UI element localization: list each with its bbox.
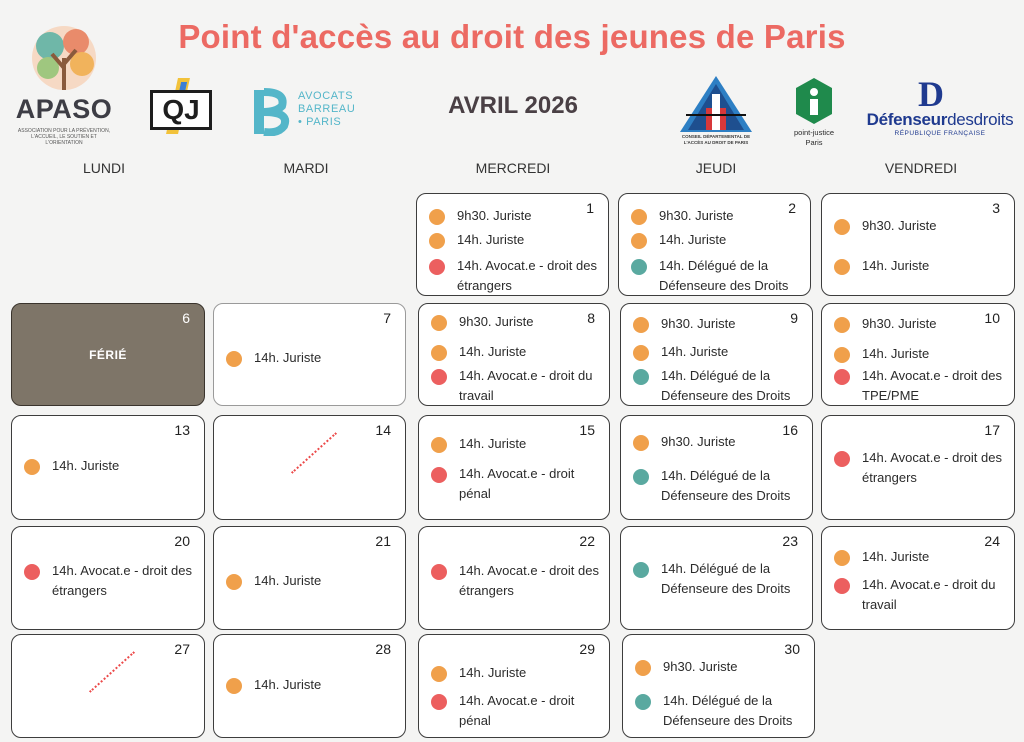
event-label: 14h. Juriste — [459, 344, 527, 359]
event-label: 14h. Juriste — [661, 344, 729, 359]
apaso-name: APASO — [15, 94, 113, 124]
day-number: 2 — [788, 200, 796, 216]
day-cell-10 — [821, 303, 1015, 406]
day-header-mercredi: MERCREDI — [475, 160, 551, 176]
event-label: 14h. Juriste — [457, 232, 525, 247]
day-number: 13 — [174, 422, 190, 438]
ddd-name-a: Défenseur — [866, 110, 948, 129]
day-header-vendredi: VENDREDI — [884, 160, 958, 176]
cdad-caption: CONSEIL DÉPARTEMENTAL DE L'ACCÈS AU DROIT DE PARIS — [681, 134, 751, 145]
cdad-triangle-icon — [676, 74, 756, 134]
event-label: 14h. Délégué de la Défenseure des Droits — [661, 561, 791, 596]
event-label: 14h. Juriste — [659, 232, 727, 247]
day-cell-27 — [11, 634, 205, 738]
event-dot-icon — [431, 345, 447, 361]
day-cell-22 — [418, 526, 610, 630]
event-label: 9h30. Juriste — [457, 208, 532, 223]
day-number: 10 — [984, 310, 1000, 326]
event-label: 9h30. Juriste — [661, 434, 736, 449]
day-number: 16 — [782, 422, 798, 438]
event-label: 14h. Juriste — [862, 346, 930, 361]
event-item — [834, 314, 1009, 334]
month-label: AVRIL 2026 — [448, 92, 578, 119]
day-number: 17 — [984, 422, 1000, 438]
event-dot-icon — [635, 660, 651, 676]
day-number: 30 — [784, 641, 800, 657]
event-item — [635, 691, 810, 731]
event-dot-icon — [631, 233, 647, 249]
event-item — [226, 571, 401, 591]
event-dot-icon — [633, 345, 649, 361]
ddd-name-b: desdroits — [947, 110, 1014, 129]
event-dot-icon — [633, 469, 649, 485]
event-item — [633, 466, 808, 506]
defenseur-des-droits-logo — [862, 76, 1018, 140]
event-item — [834, 366, 1009, 406]
event-item — [631, 256, 806, 296]
event-dot-icon — [431, 437, 447, 453]
day-number: 29 — [579, 641, 595, 657]
cdad-logo — [676, 74, 756, 150]
day-number: 28 — [375, 641, 391, 657]
event-dot-icon — [834, 219, 850, 235]
event-label: 9h30. Juriste — [862, 218, 937, 233]
day-number: 24 — [984, 533, 1000, 549]
avocats-line1: AVOCATS — [298, 90, 354, 102]
event-label: 14h. Avocat.e - droit des étrangers — [459, 563, 599, 598]
apaso-subtitle: ASSOCIATION POUR LA PRÉVENTION, L'ACCUEIL, LE SOUTIEN ET L'ORIENTATION — [17, 128, 111, 146]
event-label: 14h. Juriste — [862, 258, 930, 273]
event-label: 14h. Juriste — [254, 350, 322, 365]
event-label: 9h30. Juriste — [659, 208, 734, 223]
day-number: 20 — [174, 533, 190, 549]
event-dot-icon — [834, 578, 850, 594]
event-item — [834, 547, 1009, 567]
day-cell-3 — [821, 193, 1015, 296]
event-dot-icon — [834, 369, 850, 385]
event-item — [24, 561, 199, 601]
event-item — [631, 206, 806, 226]
event-dot-icon — [633, 369, 649, 385]
event-label: 14h. Avocat.e - droit pénal — [459, 693, 575, 728]
day-header-jeudi: JEUDI — [695, 160, 737, 176]
event-item — [431, 464, 606, 504]
day-cell-16 — [620, 415, 813, 520]
event-item — [834, 216, 1009, 236]
event-label: 14h. Avocat.e - droit du travail — [459, 368, 593, 403]
event-item — [635, 657, 810, 677]
day-cell-29 — [418, 634, 610, 738]
event-dot-icon — [633, 562, 649, 578]
event-item — [834, 448, 1009, 488]
point-justice-logo — [784, 76, 844, 150]
day-cell-2 — [618, 193, 811, 296]
day-number: 9 — [790, 310, 798, 326]
event-label: 14h. Avocat.e - droit des TPE/PME — [862, 368, 1002, 403]
tree-icon — [28, 24, 100, 94]
event-item — [429, 230, 604, 250]
event-label: 14h. Juriste — [459, 436, 527, 451]
barreau-b-icon — [252, 88, 292, 136]
event-dot-icon — [429, 233, 445, 249]
event-item — [226, 348, 401, 368]
event-dot-icon — [834, 259, 850, 275]
event-label: 9h30. Juriste — [862, 316, 937, 331]
day-cell-23 — [620, 526, 813, 630]
day-cell-13 — [11, 415, 205, 520]
event-item — [429, 256, 604, 296]
day-number: 3 — [992, 200, 1000, 216]
event-label: 14h. Avocat.e - droit des étrangers — [457, 258, 597, 293]
day-header-lundi: LUNDI — [82, 160, 125, 176]
day-cell-20 — [11, 526, 205, 630]
pj-line2: Paris — [805, 138, 823, 147]
apaso-logo — [14, 24, 114, 146]
event-dot-icon — [431, 467, 447, 483]
event-dot-icon — [226, 574, 242, 590]
event-label: 9h30. Juriste — [661, 316, 736, 331]
event-dot-icon — [834, 550, 850, 566]
day-cell-9 — [620, 303, 813, 406]
event-item — [633, 366, 808, 406]
event-label: 14h. Avocat.e - droit des étrangers — [862, 450, 1002, 485]
event-label: 9h30. Juriste — [459, 314, 534, 329]
event-label: 14h. Juriste — [254, 677, 322, 692]
day-cell-17 — [821, 415, 1015, 520]
day-number: 21 — [375, 533, 391, 549]
event-label: 14h. Délégué de la Défenseure des Droits — [663, 693, 793, 728]
day-cell-8 — [418, 303, 610, 406]
event-label: 14h. Juriste — [52, 458, 120, 473]
event-item — [633, 432, 808, 452]
day-number: 8 — [587, 310, 595, 326]
event-dot-icon — [631, 259, 647, 275]
event-dot-icon — [431, 369, 447, 385]
event-dot-icon — [631, 209, 647, 225]
ferie-label: FÉRIÉ — [89, 348, 127, 362]
event-dot-icon — [24, 459, 40, 475]
event-label: 14h. Juriste — [862, 549, 930, 564]
day-cell-14 — [213, 415, 406, 520]
event-item — [834, 575, 1009, 615]
event-item — [431, 691, 606, 731]
day-cell-30 — [622, 634, 815, 738]
ddd-letter: D — [918, 74, 944, 114]
event-item — [431, 434, 606, 454]
event-item — [633, 559, 808, 599]
event-dot-icon — [635, 694, 651, 710]
event-dot-icon — [633, 435, 649, 451]
day-number: 7 — [383, 310, 391, 326]
event-item — [431, 663, 606, 683]
day-cell-7 — [213, 303, 406, 406]
event-label: 9h30. Juriste — [663, 659, 738, 674]
event-label: 14h. Délégué de la Défenseure des Droits — [659, 258, 789, 293]
event-dot-icon — [431, 315, 447, 331]
event-item — [431, 366, 606, 406]
event-dot-icon — [24, 564, 40, 580]
qj-logo — [150, 78, 212, 134]
event-item — [633, 314, 808, 334]
day-number: 14 — [375, 422, 391, 438]
day-number: 15 — [579, 422, 595, 438]
day-number: 23 — [782, 533, 798, 549]
ddd-republique: RÉPUBLIQUE FRANÇAISE — [894, 130, 986, 137]
qj-text: QJ — [162, 94, 200, 125]
barreau-paris-logo — [252, 88, 362, 136]
no-permanence-slash — [89, 651, 135, 693]
event-item — [24, 456, 199, 476]
day-cell-24 — [821, 526, 1015, 630]
event-item — [834, 256, 1009, 276]
event-dot-icon — [226, 351, 242, 367]
event-dot-icon — [429, 209, 445, 225]
day-header-mardi: MARDI — [283, 160, 329, 176]
event-label: 14h. Délégué de la Défenseure des Droits — [661, 368, 791, 403]
event-item — [431, 561, 606, 601]
event-item — [631, 230, 806, 250]
day-cell-15 — [418, 415, 610, 520]
event-dot-icon — [834, 451, 850, 467]
event-item — [431, 342, 606, 362]
point-justice-icon — [784, 76, 844, 126]
event-dot-icon — [633, 317, 649, 333]
day-cell-1 — [416, 193, 609, 296]
avocats-line2: BARREAU — [298, 103, 356, 115]
event-item — [226, 675, 401, 695]
event-label: 14h. Juriste — [254, 573, 322, 588]
event-item — [633, 342, 808, 362]
event-label: 14h. Avocat.e - droit des étrangers — [52, 563, 192, 598]
day-number: 22 — [579, 533, 595, 549]
event-item — [431, 312, 606, 332]
avocats-line3: • PARIS — [298, 116, 342, 128]
event-dot-icon — [431, 694, 447, 710]
event-item — [834, 344, 1009, 364]
event-label: 14h. Juriste — [459, 665, 527, 680]
event-label: 14h. Avocat.e - droit du travail — [862, 577, 996, 612]
day-cell-21 — [213, 526, 406, 630]
day-number: 27 — [174, 641, 190, 657]
event-dot-icon — [226, 678, 242, 694]
event-item — [429, 206, 604, 226]
day-number: 6 — [182, 310, 190, 326]
event-dot-icon — [429, 259, 445, 275]
day-cell-6 — [11, 303, 205, 406]
no-permanence-slash — [291, 432, 337, 474]
event-dot-icon — [431, 564, 447, 580]
day-number: 1 — [586, 200, 594, 216]
day-cell-28 — [213, 634, 406, 738]
pj-line1: point-justice — [793, 128, 835, 137]
event-dot-icon — [834, 317, 850, 333]
event-dot-icon — [431, 666, 447, 682]
event-dot-icon — [834, 347, 850, 363]
event-label: 14h. Avocat.e - droit pénal — [459, 466, 575, 501]
event-label: 14h. Délégué de la Défenseure des Droits — [661, 468, 791, 503]
page-title: Point d'accès au droit des jeunes de Paris — [178, 18, 846, 55]
